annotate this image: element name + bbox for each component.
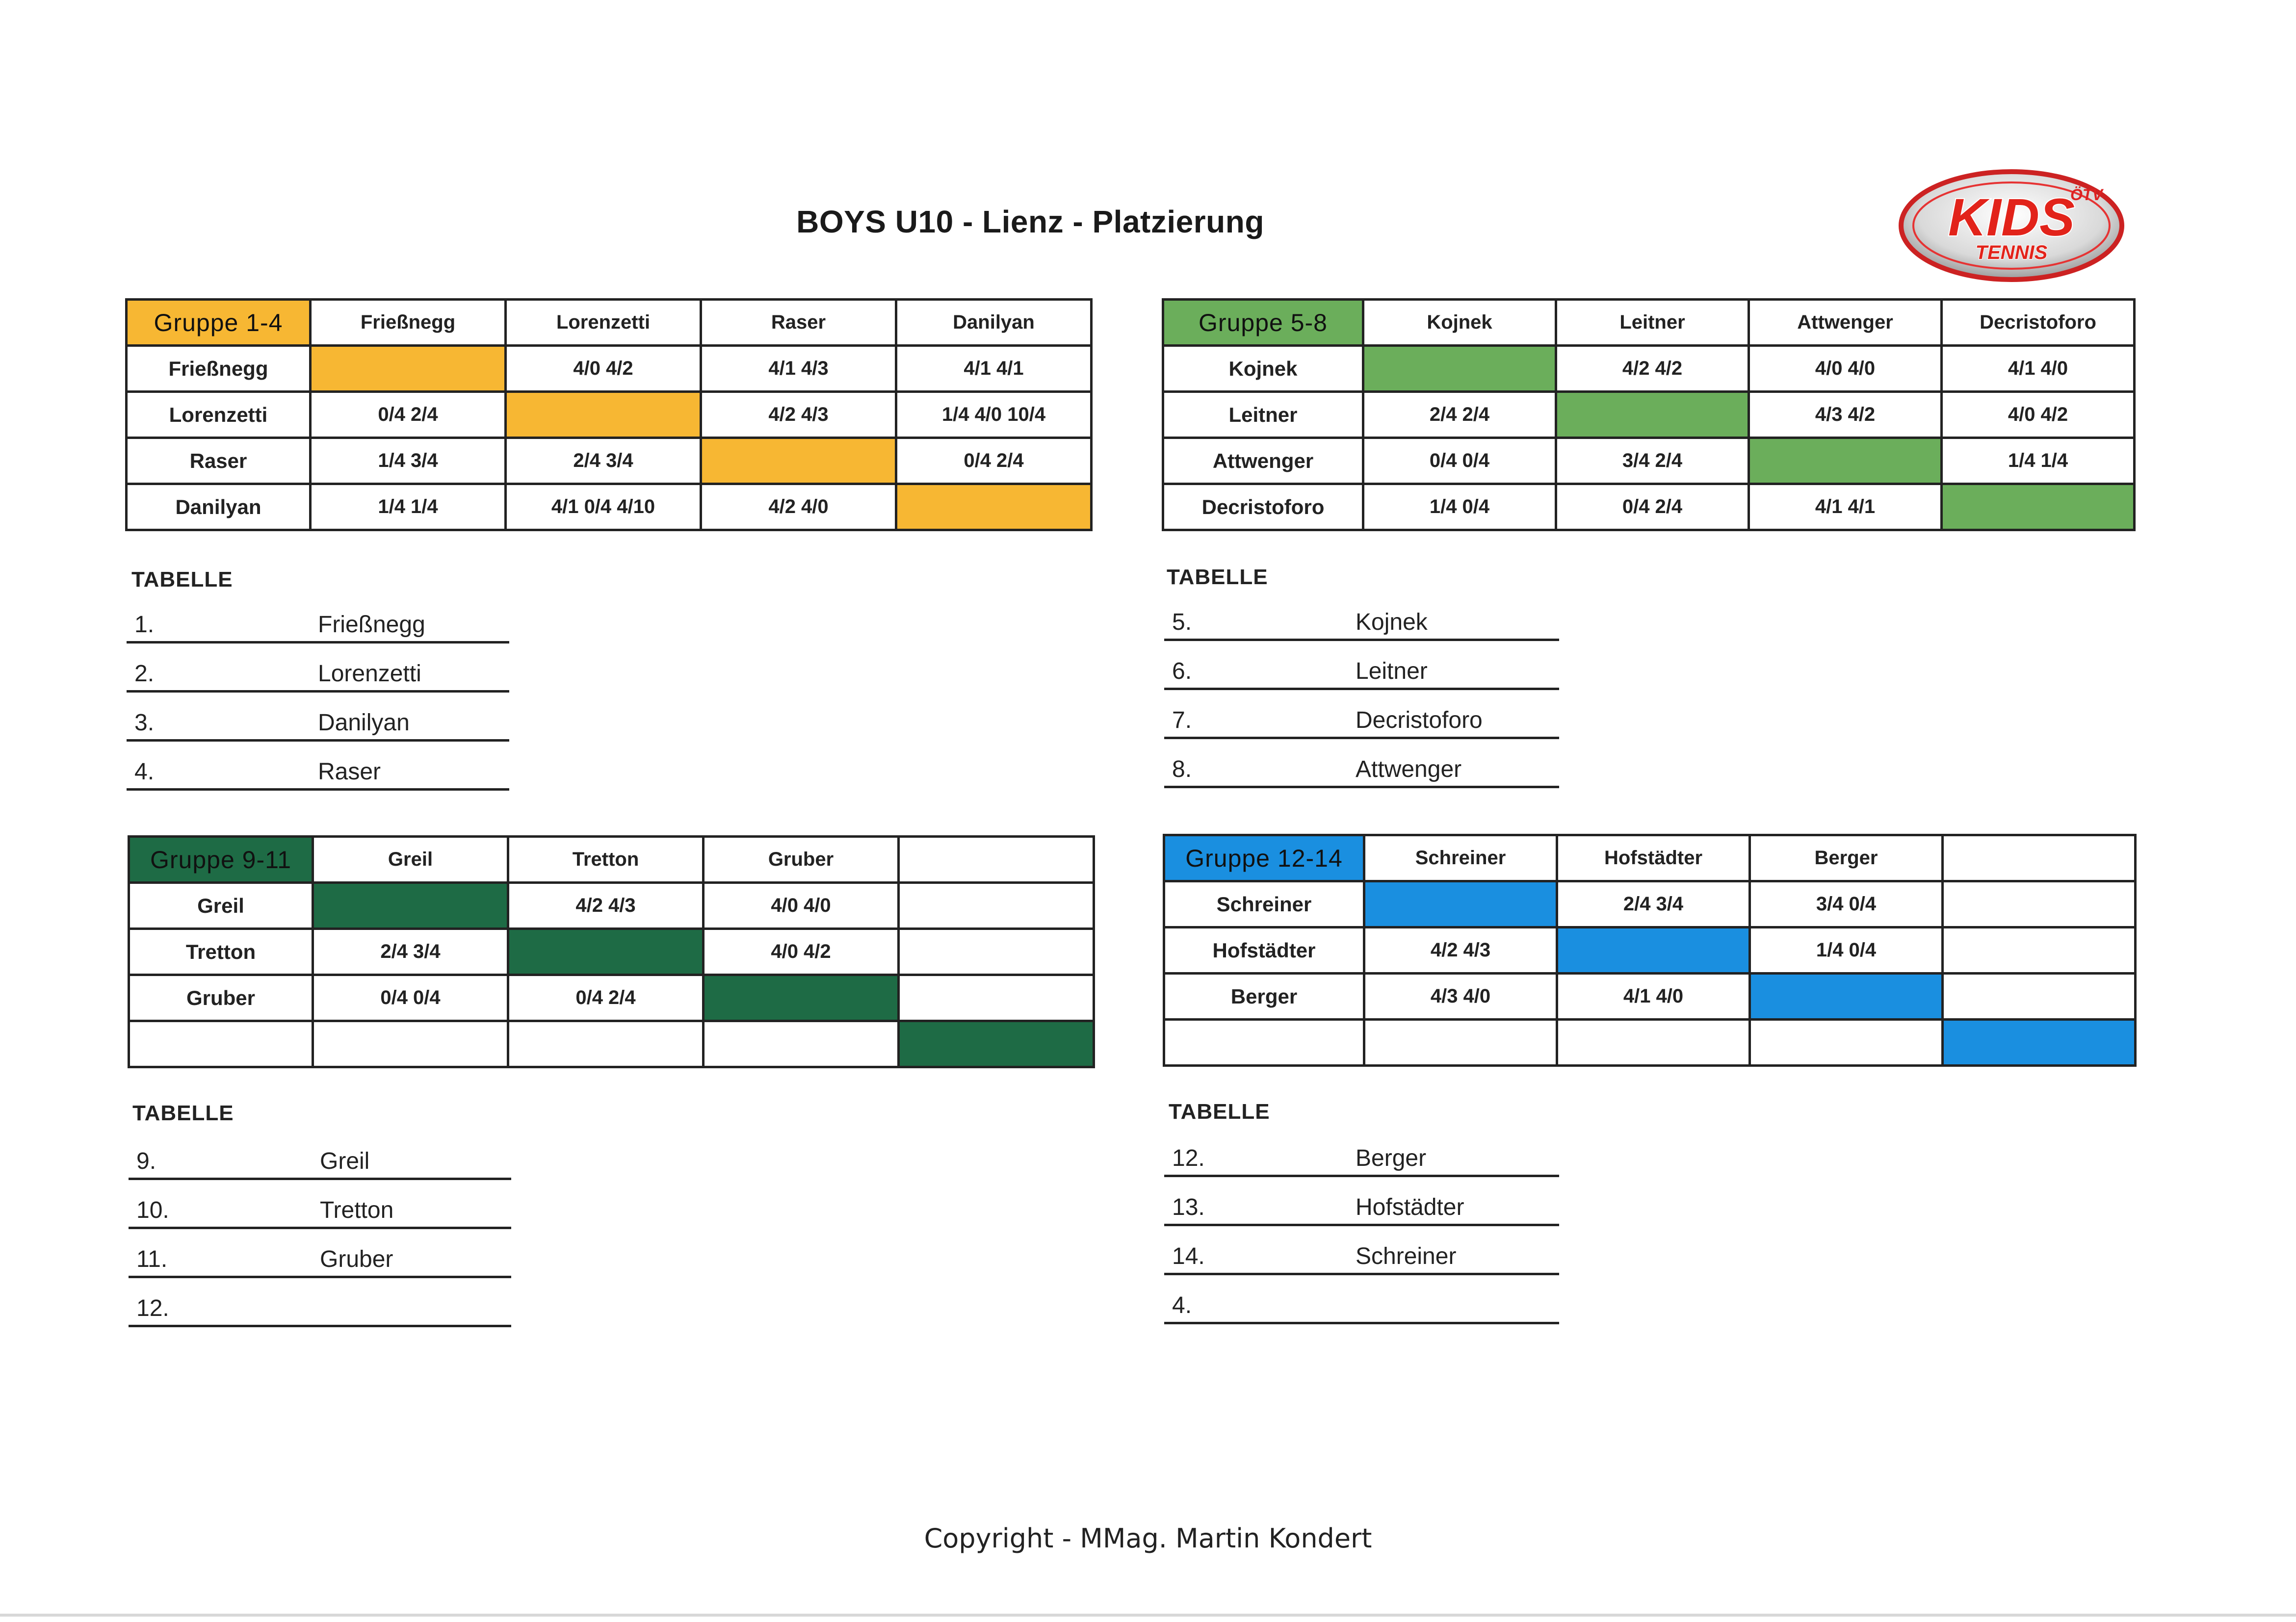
rank-player-name: Greil <box>320 1148 370 1174</box>
result-cell <box>1943 927 2136 974</box>
group-5-8 <box>1162 298 2136 531</box>
rank-place: 11. <box>136 1246 168 1272</box>
result-cell: 1/4 3/4 <box>311 438 506 484</box>
row-header-player <box>129 1021 313 1067</box>
group-name-cell: Gruppe 12-14 <box>1164 835 1364 881</box>
ranking-row <box>129 1131 511 1180</box>
group-9-11 <box>128 835 1095 1068</box>
result-cell: 0/4 2/4 <box>896 438 1092 484</box>
column-header-player: Frießnegg <box>311 300 506 346</box>
results-grid <box>1162 298 2136 531</box>
diagonal-cell <box>899 1021 1094 1067</box>
result-cell: 4/1 4/0 <box>1942 346 2135 392</box>
diagonal-cell <box>701 438 896 484</box>
rank-player-name: Decristoforo <box>1356 707 1483 733</box>
row-header-player: Frießnegg <box>127 346 311 392</box>
result-cell <box>508 1021 704 1067</box>
ranking-row <box>129 1229 511 1278</box>
result-cell: 4/2 4/3 <box>701 392 896 438</box>
table-row <box>129 929 1094 975</box>
result-cell: 1/4 1/4 <box>1942 438 2135 484</box>
row-header-player: Lorenzetti <box>127 392 311 438</box>
column-header-player: Hofstädter <box>1557 835 1750 881</box>
diagonal-cell <box>1556 392 1749 438</box>
table-row <box>1163 392 2135 438</box>
group-name-cell: Gruppe 1-4 <box>127 300 311 346</box>
result-cell: 4/3 4/0 <box>1364 974 1557 1020</box>
row-header-player: Tretton <box>129 929 313 975</box>
result-cell <box>899 883 1094 929</box>
result-cell <box>704 1021 899 1067</box>
table-row <box>129 975 1094 1021</box>
header-row <box>127 300 1092 346</box>
table-row <box>1163 346 2135 392</box>
ranking-list <box>1164 1128 1559 1324</box>
header-row <box>1163 300 2135 346</box>
rank-player-name: Leitner <box>1356 658 1428 684</box>
result-cell: 4/3 4/2 <box>1749 392 1942 438</box>
result-cell: 4/2 4/3 <box>1364 927 1557 974</box>
table-row <box>127 438 1092 484</box>
result-cell: 4/1 4/1 <box>1749 484 1942 530</box>
table-label: TABELLE <box>1167 565 1268 589</box>
column-header-player: Danilyan <box>896 300 1092 346</box>
column-header-player: Berger <box>1750 835 1943 881</box>
table-row <box>129 883 1094 929</box>
diagonal-cell <box>508 929 704 975</box>
results-grid <box>125 298 1093 531</box>
diagonal-cell <box>1943 1020 2136 1066</box>
group-name-cell: Gruppe 9-11 <box>129 837 313 883</box>
ranking-list <box>1164 592 1559 788</box>
group-1-4 <box>125 298 1093 531</box>
result-cell: 0/4 2/4 <box>1556 484 1749 530</box>
row-header-player: Hofstädter <box>1164 927 1364 974</box>
table-label: TABELLE <box>131 567 233 592</box>
result-cell: 0/4 2/4 <box>311 392 506 438</box>
rank-player-name: Danilyan <box>318 710 410 736</box>
result-cell: 4/2 4/2 <box>1556 346 1749 392</box>
result-cell: 4/0 4/2 <box>704 929 899 975</box>
table-row <box>1163 484 2135 530</box>
result-cell: 4/1 4/3 <box>701 346 896 392</box>
column-header-player <box>899 837 1094 883</box>
rank-player-name: Frießnegg <box>318 612 425 638</box>
row-header-player: Gruber <box>129 975 313 1021</box>
rank-player-name: Hofstädter <box>1356 1194 1464 1220</box>
header-row <box>129 837 1094 883</box>
rank-player-name: Attwenger <box>1356 756 1462 782</box>
ranking-list <box>127 594 509 791</box>
rank-place: 2. <box>134 661 155 687</box>
row-header-player <box>1164 1020 1364 1066</box>
result-cell <box>1557 1020 1750 1066</box>
result-cell: 0/4 0/4 <box>313 975 508 1021</box>
rank-place: 8. <box>1172 756 1192 782</box>
result-cell <box>313 1021 508 1067</box>
row-header-player: Leitner <box>1163 392 1363 438</box>
diagonal-cell <box>1364 881 1557 927</box>
column-header-player <box>1943 835 2136 881</box>
result-cell: 2/4 3/4 <box>1557 881 1750 927</box>
rank-player-name: Lorenzetti <box>318 661 421 687</box>
ranking-row <box>1164 1275 1559 1324</box>
result-cell: 4/2 4/0 <box>701 484 896 530</box>
column-header-player: Schreiner <box>1364 835 1557 881</box>
results-grid <box>1163 834 2137 1067</box>
diagonal-cell <box>1363 346 1556 392</box>
ranking-row <box>1164 641 1559 690</box>
column-header-player: Lorenzetti <box>506 300 701 346</box>
logo-brand-text: ÖTV <box>2070 186 2103 204</box>
ranking-row <box>1164 1226 1559 1275</box>
copyright-footer: Copyright - MMag. Martin Kondert <box>924 1523 1372 1554</box>
table-row <box>1164 927 2136 974</box>
rank-place: 12. <box>1172 1145 1205 1171</box>
results-grid <box>128 835 1095 1068</box>
logo-kids-text: KIDS <box>1948 187 2075 247</box>
ranking-row <box>127 742 509 791</box>
rank-place: 3. <box>134 710 155 736</box>
rank-player-name: Tretton <box>320 1197 394 1223</box>
rank-player-name: Raser <box>318 759 381 785</box>
result-cell <box>899 929 1094 975</box>
row-header-player: Danilyan <box>127 484 311 530</box>
column-header-player: Raser <box>701 300 896 346</box>
column-header-player: Gruber <box>704 837 899 883</box>
result-cell: 2/4 3/4 <box>506 438 701 484</box>
table-row <box>127 392 1092 438</box>
row-header-player: Greil <box>129 883 313 929</box>
column-header-player: Kojnek <box>1363 300 1556 346</box>
result-cell: 0/4 0/4 <box>1363 438 1556 484</box>
result-cell: 4/2 4/3 <box>508 883 704 929</box>
row-header-player: Attwenger <box>1163 438 1363 484</box>
ranking-row <box>127 644 509 693</box>
column-header-player: Decristoforo <box>1942 300 2135 346</box>
table-row <box>129 1021 1094 1067</box>
scan-edge <box>0 1614 2296 1617</box>
table-label: TABELLE <box>132 1101 234 1125</box>
result-cell: 1/4 0/4 <box>1750 927 1943 974</box>
diagonal-cell <box>506 392 701 438</box>
result-cell: 3/4 2/4 <box>1556 438 1749 484</box>
column-header-player: Greil <box>313 837 508 883</box>
result-cell: 4/1 4/0 <box>1557 974 1750 1020</box>
result-cell: 4/1 0/4 4/10 <box>506 484 701 530</box>
result-cell: 4/0 4/0 <box>704 883 899 929</box>
table-row <box>1164 974 2136 1020</box>
result-cell: 1/4 1/4 <box>311 484 506 530</box>
diagonal-cell <box>1750 974 1943 1020</box>
result-cell: 0/4 2/4 <box>508 975 704 1021</box>
result-cell <box>1364 1020 1557 1066</box>
diagonal-cell <box>313 883 508 929</box>
ranking-row <box>129 1180 511 1229</box>
ranking-row <box>1164 690 1559 739</box>
result-cell <box>1943 881 2136 927</box>
result-cell: 1/4 0/4 <box>1363 484 1556 530</box>
result-cell: 4/0 4/2 <box>506 346 701 392</box>
ranking-list <box>129 1131 511 1327</box>
ranking-row <box>129 1278 511 1327</box>
diagonal-cell <box>311 346 506 392</box>
rank-place: 1. <box>134 612 155 638</box>
header-row <box>1164 835 2136 881</box>
ranking-row <box>127 594 509 644</box>
rank-place: 4. <box>134 759 155 785</box>
diagonal-cell <box>1942 484 2135 530</box>
ranking-row <box>1164 1128 1559 1177</box>
rank-place: 9. <box>136 1148 157 1174</box>
rank-player-name: Gruber <box>320 1246 393 1272</box>
row-header-player: Schreiner <box>1164 881 1364 927</box>
row-header-player: Kojnek <box>1163 346 1363 392</box>
table-row <box>127 346 1092 392</box>
rank-place: 13. <box>1172 1194 1205 1220</box>
rank-place: 10. <box>136 1197 169 1223</box>
ranking-row <box>1164 739 1559 788</box>
rank-place: 7. <box>1172 707 1192 733</box>
result-cell: 4/0 4/2 <box>1942 392 2135 438</box>
table-row <box>127 484 1092 530</box>
group-12-14 <box>1163 834 2137 1067</box>
ranking-row <box>127 693 509 742</box>
group-name-cell: Gruppe 5-8 <box>1163 300 1363 346</box>
result-cell <box>1750 1020 1943 1066</box>
row-header-player: Decristoforo <box>1163 484 1363 530</box>
column-header-player: Attwenger <box>1749 300 1942 346</box>
result-cell <box>899 975 1094 1021</box>
rank-place: 4. <box>1172 1292 1192 1318</box>
table-row <box>1164 881 2136 927</box>
result-cell: 1/4 4/0 10/4 <box>896 392 1092 438</box>
table-row <box>1164 1020 2136 1066</box>
diagonal-cell <box>704 975 899 1021</box>
table-label: TABELLE <box>1169 1100 1270 1124</box>
rank-player-name: Kojnek <box>1356 609 1428 635</box>
result-cell: 4/0 4/0 <box>1749 346 1942 392</box>
kids-tennis-logo <box>1894 162 2129 289</box>
rank-player-name: Schreiner <box>1356 1243 1457 1269</box>
diagonal-cell <box>896 484 1092 530</box>
diagonal-cell <box>1749 438 1942 484</box>
result-cell: 2/4 2/4 <box>1363 392 1556 438</box>
rank-place: 12. <box>136 1295 169 1321</box>
row-header-player: Berger <box>1164 974 1364 1020</box>
ranking-row <box>1164 592 1559 641</box>
rank-place: 6. <box>1172 658 1192 684</box>
result-cell: 2/4 3/4 <box>313 929 508 975</box>
diagonal-cell <box>1557 927 1750 974</box>
result-cell: 3/4 0/4 <box>1750 881 1943 927</box>
ranking-row <box>1164 1177 1559 1226</box>
row-header-player: Raser <box>127 438 311 484</box>
page-title: BOYS U10 - Lienz - Platzierung <box>796 204 1264 239</box>
table-row <box>1163 438 2135 484</box>
logo-tennis-text: TENNIS <box>1975 242 2048 263</box>
result-cell: 4/1 4/1 <box>896 346 1092 392</box>
rank-place: 14. <box>1172 1243 1205 1269</box>
column-header-player: Tretton <box>508 837 704 883</box>
rank-player-name: Berger <box>1356 1145 1427 1171</box>
rank-place: 5. <box>1172 609 1192 635</box>
column-header-player: Leitner <box>1556 300 1749 346</box>
result-cell <box>1943 974 2136 1020</box>
